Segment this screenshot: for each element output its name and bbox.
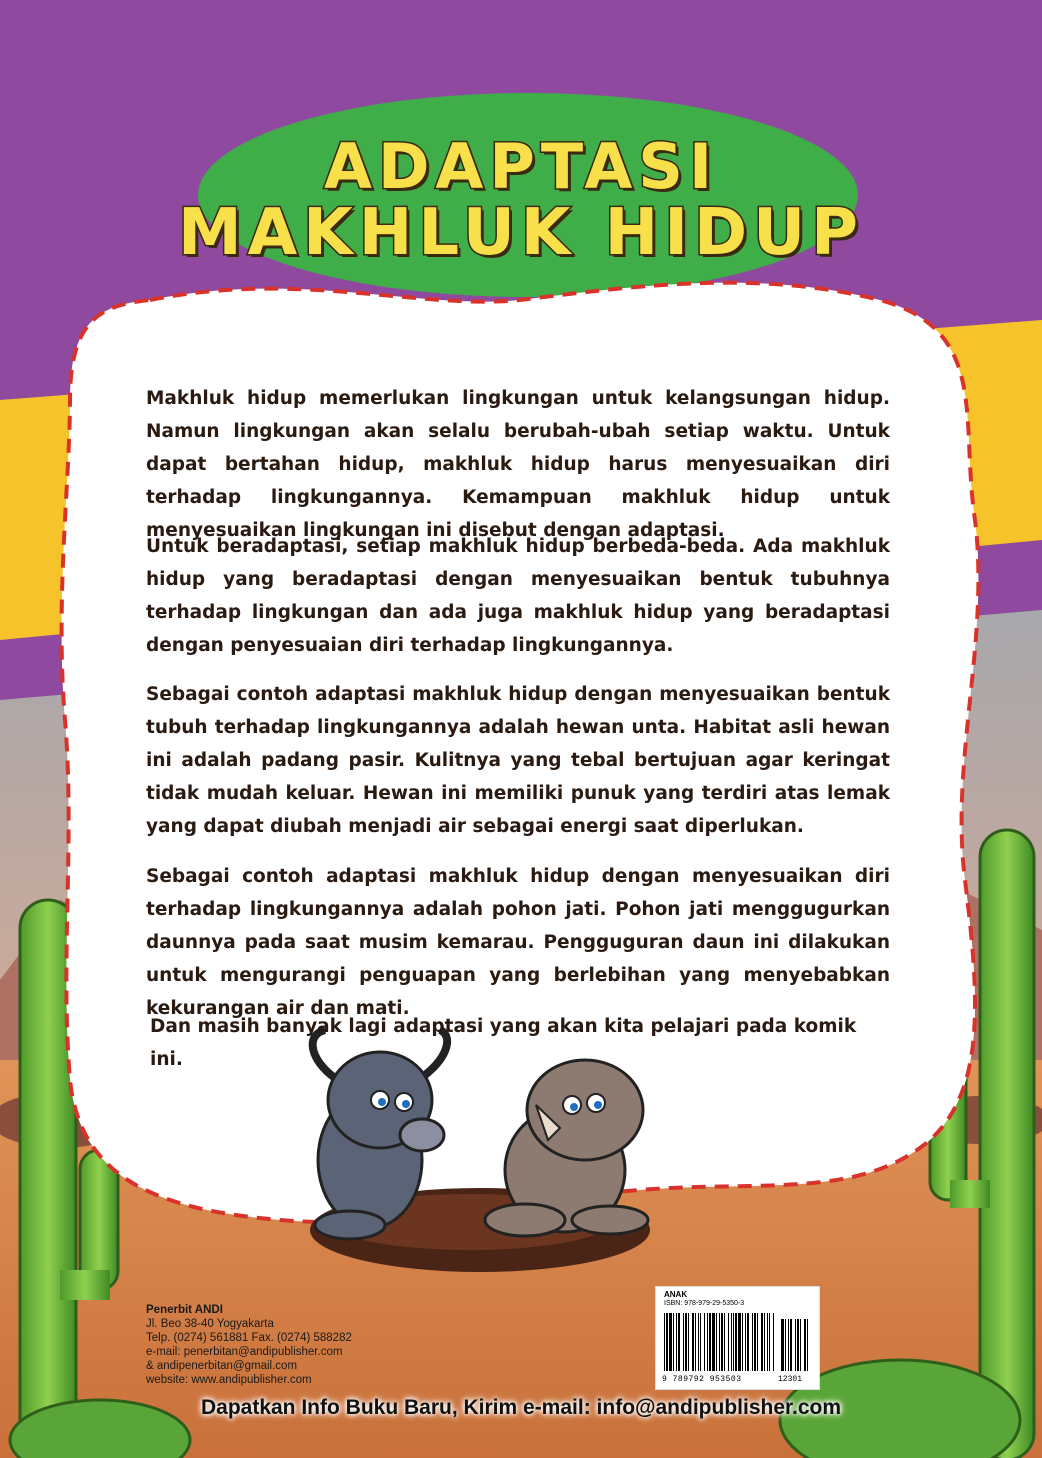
title-line-1: ADAPTASI — [323, 130, 719, 203]
publisher-info — [146, 1303, 352, 1387]
publisher-email-alt: & andipenerbitan@gmail.com — [146, 1360, 298, 1372]
paragraph-teak-example: Sebagai contoh adaptasi makhluk hidup dengan menyesuaikan diri terhadap lingkungannya adalah pohon jati. Pohon jati menggugurkan daunnya pada saat musim kemarau. Pengguguran daun ini dilakukan untuk mengurangi penguapan yang berlebihan yang menyebabkan kekurangan air dan mati. — [146, 866, 890, 1019]
barcode-addon: 12301 — [778, 1375, 803, 1384]
publisher-name: Penerbit ANDI — [146, 1304, 223, 1316]
barcode-digits: 9 789792 953503 — [662, 1375, 742, 1384]
publisher-phone: Telp. (0274) 561881 Fax. (0274) 588282 — [146, 1332, 352, 1344]
isbn-barcode — [655, 1286, 820, 1390]
barcode-bars — [664, 1313, 812, 1373]
paragraph-camel-example: Sebagai contoh adaptasi makhluk hidup dengan menyesuaikan bentuk tubuh terhadap lingkungannya adalah hewan unta. Habitat asli hewan ini adalah padang pasir. Kulitnya yang tebal bertujuan agar keringat tidak mudah keluar. Hewan ini memiliki punuk yang terdiri atas lemak yang dapat diubah menjadi air sebagai energi saat diperlukan. — [146, 684, 890, 837]
title-line-2: MAKHLUK HIDUP — [177, 196, 865, 270]
publisher-address: Jl. Beo 38-40 Yogyakarta — [146, 1318, 274, 1330]
publisher-website: website: www.andipublisher.com — [146, 1374, 312, 1386]
publisher-email: e-mail: penerbitan@andipublisher.com — [146, 1346, 343, 1358]
footer-info-line: Dapatkan Info Buku Baru, Kirim e-mail: info@andipublisher.com — [200, 1396, 842, 1419]
paragraph-adaptation-types: Untuk beradaptasi, setiap makhluk hidup berbeda-beda. Ada makhluk hidup yang beradaptasi dengan menyesuaikan bentuk tubuhnya terhadap lingkungan dan ada juga makhluk hidup yang beradaptasi dengan penyesuaian diri terhadap lingkungannya. — [146, 536, 890, 656]
paragraph-intro: Makhluk hidup memerlukan lingkungan untuk kelangsungan hidup. Namun lingkungan akan selalu berubah-ubah setiap waktu. Untuk dapat bertahan hidup, makhluk hidup harus menyesuaikan diri terhadap lingkungannya. Kemampuan makhluk hidup untuk menyesuaikan lingkungan ini disebut dengan adaptasi. — [146, 388, 890, 541]
paragraph-closing: Dan masih banyak lagi adaptasi yang akan kita pelajari pada komik ini. — [150, 1016, 857, 1070]
barcode-category: ANAK — [664, 1290, 688, 1299]
isbn-number: ISBN: 978-979-29-5350-3 — [664, 1300, 745, 1307]
